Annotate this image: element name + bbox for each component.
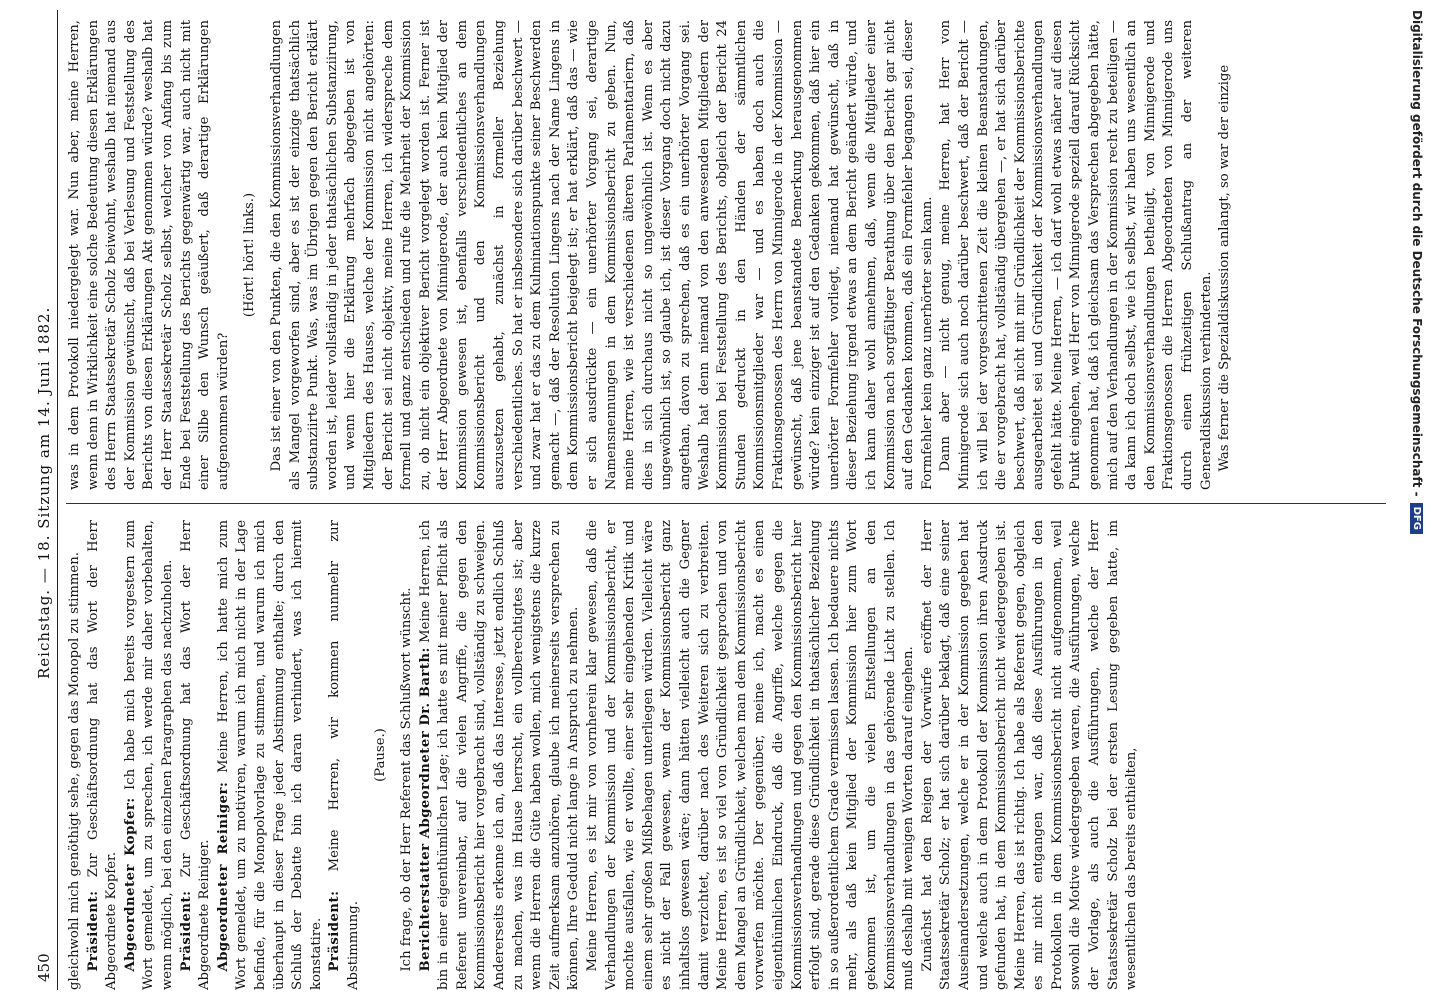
interjection: (Pause.): [372, 728, 388, 782]
speech-text: Meine Herren, ich hatte mich zum Wort gemeldet, um zu motiviren, warum ich mich nicht in der Lage befinde, für die Monopolvorlage zu stimmen, und warum ich mich überhaupt in dieser Frage jeder Abstimmung enthalte; durch den Schluß der Debatte bin ich daran verhindert, was ich hiermit konstatire.: [215, 520, 324, 990]
speech-paragraph: [122, 520, 178, 990]
paragraph: gleichwohl mich genöthigt sehe, gegen das Monopol zu stimmen.: [67, 552, 82, 990]
speaker-name: Präsident:: [85, 890, 101, 972]
header-spacer: [35, 18, 53, 32]
paragraph: Meine Herren, es ist mir von vornherein klar gewesen, daß die Verhandlungen der Kommission und der Kommissionsbericht, er mochte ausfallen, wie er wollte, einer sehr eingehenden Kritik und einem sehr großen Mißbehagen unterliegen würden. Vielleicht wäre es nicht der Fall gewesen, wenn der Kommissionsbericht ganz inhaltslos gewesen wäre; dann hätten vielleicht auch die Gegner damit verzichtet, darüber nach des Weiteren sich zu verbreiten. Meine Herren, es ist so viel von Gründlichkeit gesprochen und von dem Mangel an Gründlichkeit, welchen man dem Kommissionsbericht vorwerfen möchte. Der gegenüber, meine ich, macht es einen eigenthümlichen Eindruck, daß die Angriffe, welche gegen die Kommissionsverhandlungen und gegen den Kommissionsbericht hier erfolgt sind, gerade diese Gründlichkeit in thatsächlicher Beziehung in so außerordentlichem Grade vermissen lassen. Ich bedauere nichts mehr, als daß kein Mitglied der Kommission hier zum Wort gekommen ist, um die vielen Entstellungen an den Kommissionsverhandlungen in das gehörende Licht zu stellen. Ich muß deshalb mit wenigen Worten darauf eingehen.: [585, 520, 917, 990]
paragraph: Ich frage, ob der Herr Referent das Schlußwort wünscht.: [399, 587, 415, 972]
speaker-name: Präsident:: [327, 890, 343, 972]
page-number: 450: [35, 953, 53, 982]
speaker-name: Abgeordneter Reiniger:: [215, 781, 231, 972]
paragraph: Dann aber — nicht genug, meine Herren, hat Herr von Minnigerode sich auch noch darüber beschwert, daß der Bericht — ich will bei der vorgeschrittenen Zeit die kleinen Beanstandungen, die er vorgebracht hat, vollständig übergehen —, er hat sich darüber beschwert, daß nicht mit mir Gründlichkeit der Kommissionsberichte ausgearbeitet sei und Gründlichkeit der Kommissionsverhandlungen gefehlt hätte. Meine Herren, — ich darf wohl etwas näher auf diesen Punkt eingehen, weil Herr von Minnigerode speziell darauf Rücksicht genommen hat, daß ich gleichsam das Versprechen abgegeben hätte, mich auf den Verhandlungen in der Kommission recht zu beteiligen — da kann ich doch selbst, wie ich selbst, wir haben uns wesentlich an den Kommissionsverhandlungen betheiligt, von Minnigerode und Fraktionsgenossen die Herren Abgeordneten von Minnigerode uns durch einen frühzeitigen Schlußantrag an der weiteren Generaldiskussion verhinderten.: [938, 20, 1214, 490]
speech-text: Zur Geschäftsordnung hat das Wort der Herr Abgeordnete Reiniger.: [178, 520, 213, 990]
paragraph: Was ferner die Spezialdiskussion anlangt, so war der einzige: [1217, 64, 1233, 472]
speech-paragraph: [85, 520, 122, 990]
paragraph: Das ist einer von den Punkten, die den Kommissionsverhandlungen als Mangel vorgeworfen sind, aber es ist der einzige thatsächlich substanziirte Punkt. Was, was im Übrigen gegen den Bericht erklärt worden ist, leider vollständig in jeder thatsächlichen Substanziirung, und wenn hier die Erklärung mehrfach abgegeben ist von Mitgliedern des Hauses, welche der Kommission nicht angehörten: der Bericht sei nicht objektiv, meine Herren, ich widerspreche dem formell und ganz entschieden und rufe die Mehrheit der Kommission zu, ob nicht ein objektiver Bericht vorgelegt worden ist. Ferner ist der Herr Abgeordnete von Minnigerode, der auch kein Mitglied der Kommission gewesen ist, ebenfalls verschiedentliches an dem Kommissionsbericht und den Kommissionsverhandlungen auszusetzen gehabt, zunächst in formeller Beziehung verschiedentliches. So hat er insbesondere sich darüber beschwert — und zwar hat er das zu dem Kulminationspunkte seiner Beschwerden gemacht —, daß der Resolution Lingens nach der Name Lingens in dem Kommissionsbericht beigelegt ist; er hat erklärt, daß das — wie er sich ausdrückte — ein unerhörter Vorgang sei, derartige Namensnennungen in dem Kommissionsbericht zu geben. Nun, meine Herren, wie ist verschiedenen älteren Parlamentariern, daß dies in sich durchaus nicht so ungewöhnlich ist. Wenn es aber ungewöhnlich ist, so glaube ich, ist dieser Vorgang doch nicht dazu angethan, davon zu sprechen, daß es ein unerhörter Vorgang sei. Weshalb hat denn niemand von den anwesenden Mitgliedern der Kommission bei Feststellung des Berichts, obgleich der Bericht 24 Stunden gedruckt in den Händen der sämmtlichen Kommissionsmitglieder war — und es haben doch auch die Fraktionsgenossen des Herrn von Minnigerode in der Kommission — gewünscht, daß jene beanstandete Bemerkung herausgenommen würde? kein einziger ist auf den Gedanken gekommen, daß hier ein unerhörter Formfehler vorliegt, niemand hat gewünscht, daß in dieser Beziehung irgend etwas an dem Bericht geändert würde, und ich kann daher wohl annehmen, daß, wenn die Mitglieder einer Kommission nach sorgfältiger Berathung über den Bericht gar nicht auf den Gedanken kommen, daß ein Formfehler begangen sei, dieser Formfehler kein ganz unerhörter sein kann.: [268, 20, 935, 490]
digitization-credit-text: Digitalisierung gefördert durch die Deutsche Forschungsgemeinschaft -: [1410, 10, 1424, 497]
speaker-name: Präsident:: [178, 890, 194, 972]
speech-text: Meine Herren, ich bin in einer eigenthümlichen Lage; ich hatte es mit meiner Pflicht als Referent unvereinbar, auf die vielen Angriffe, die gegen den Kommissionsbericht hier vorgebracht sind, vollständig zu schweigen. Andererseits erkenne ich an, daß das Interesse, jetzt endlich Schluß zu machen, was im Hause herrscht, ein vollberechtigtes ist; aber wenn die Herren die Güte haben wollen, mich wenigstens die kurze Zeit aufmerksam anzuhören, glaube ich meinerseits versprechen zu können, Ihre Geduld nicht lange in Anspruch zu nehmen.: [417, 520, 582, 990]
speaker-name: Abgeordneter Kopfer:: [122, 797, 138, 972]
speech-paragraph: [326, 520, 363, 990]
speech-text: Ich habe mich bereits vorgestern zum Wort gemeldet, um zu sprechen, ich werde mir daher vorbehalten, wenn möglich, bei den einzelnen Paragraphen das nachzuholen.: [122, 520, 175, 990]
speech-text: Zur Geschäftsordnung hat das Wort der Herr Abgeordnete Kopfer.: [85, 520, 120, 990]
rotated-page-content: [22, 10, 1402, 990]
speaker-name: Berichterstatter Abgeordneter Dr. Barth:: [417, 647, 433, 972]
digitization-credit-inner: [1404, 10, 1430, 990]
paragraph: Zunächst hat den Reigen der Vorwürfe eröffnet der Herr Staatssekretär Scholz; er hat sich darüber beklagt, daß eine seiner Auseinandersetzungen, welche er in der Kommission gegeben hat und welche auch in dem Protokoll der Kommission ihren Ausdruck gefunden hat, in dem Kommissionsbericht nicht wiedergegeben ist. Meine Herren, das ist richtig. Ich habe als Referent gegen, obgleich es mir nicht entgangen war, daß diese Ausführungen in den Protokollen in dem Kommissionsbericht nicht aufgenommen, weil sowohl die Motive wiedergegeben waren, die Ausführungen, welche der Vorlage, als auch die Ausführungen, welche der Herr Staatssekretär Scholz bei der ersten Lesung gegeben hatte, im wesentlichen das bereits enthielten,: [919, 520, 1140, 990]
running-title: Reichstag. — 18. Sitzung am 14. Juni 1882.: [35, 306, 53, 679]
speech-paragraph: [178, 520, 215, 990]
speech-text: Meine Herren, wir kommen nunmehr zur Abstimmung.: [327, 520, 361, 990]
paragraph: was in dem Protokoll niedergelegt war. Nun aber, meine Herren, wenn denn in Wirklichkeit eine solche Bedeutung diesen Erklärungen des Herrn Staatssekretär Scholz beiwohnt, weshalb hat niemand aus der Kommission gewünscht, daß bei Verlesung und Feststellung des Berichts von diesen Erklärungen Akt genommen würde? weshalb hat der Herr Staatssekretär Scholz selbst, welcher von Anfang bis zum Ende bei Feststellung des Berichts gegenwärtig war, auch nicht mit einer Silbe den Wunsch geäußert, daß derartige Erklärungen aufgenommen würden?: [67, 20, 231, 490]
left-text-column: [66, 520, 1386, 990]
right-text-column: [66, 20, 1386, 490]
interjection: (Hört! hört! links.): [242, 192, 258, 318]
speech-paragraph: [215, 520, 327, 990]
dfg-logo: DFG: [1411, 503, 1424, 534]
page-body: [22, 10, 1402, 990]
column-divider: [66, 503, 1386, 504]
speech-paragraph: [417, 520, 584, 990]
running-header: [22, 10, 58, 990]
digitization-credit: [1404, 10, 1430, 990]
